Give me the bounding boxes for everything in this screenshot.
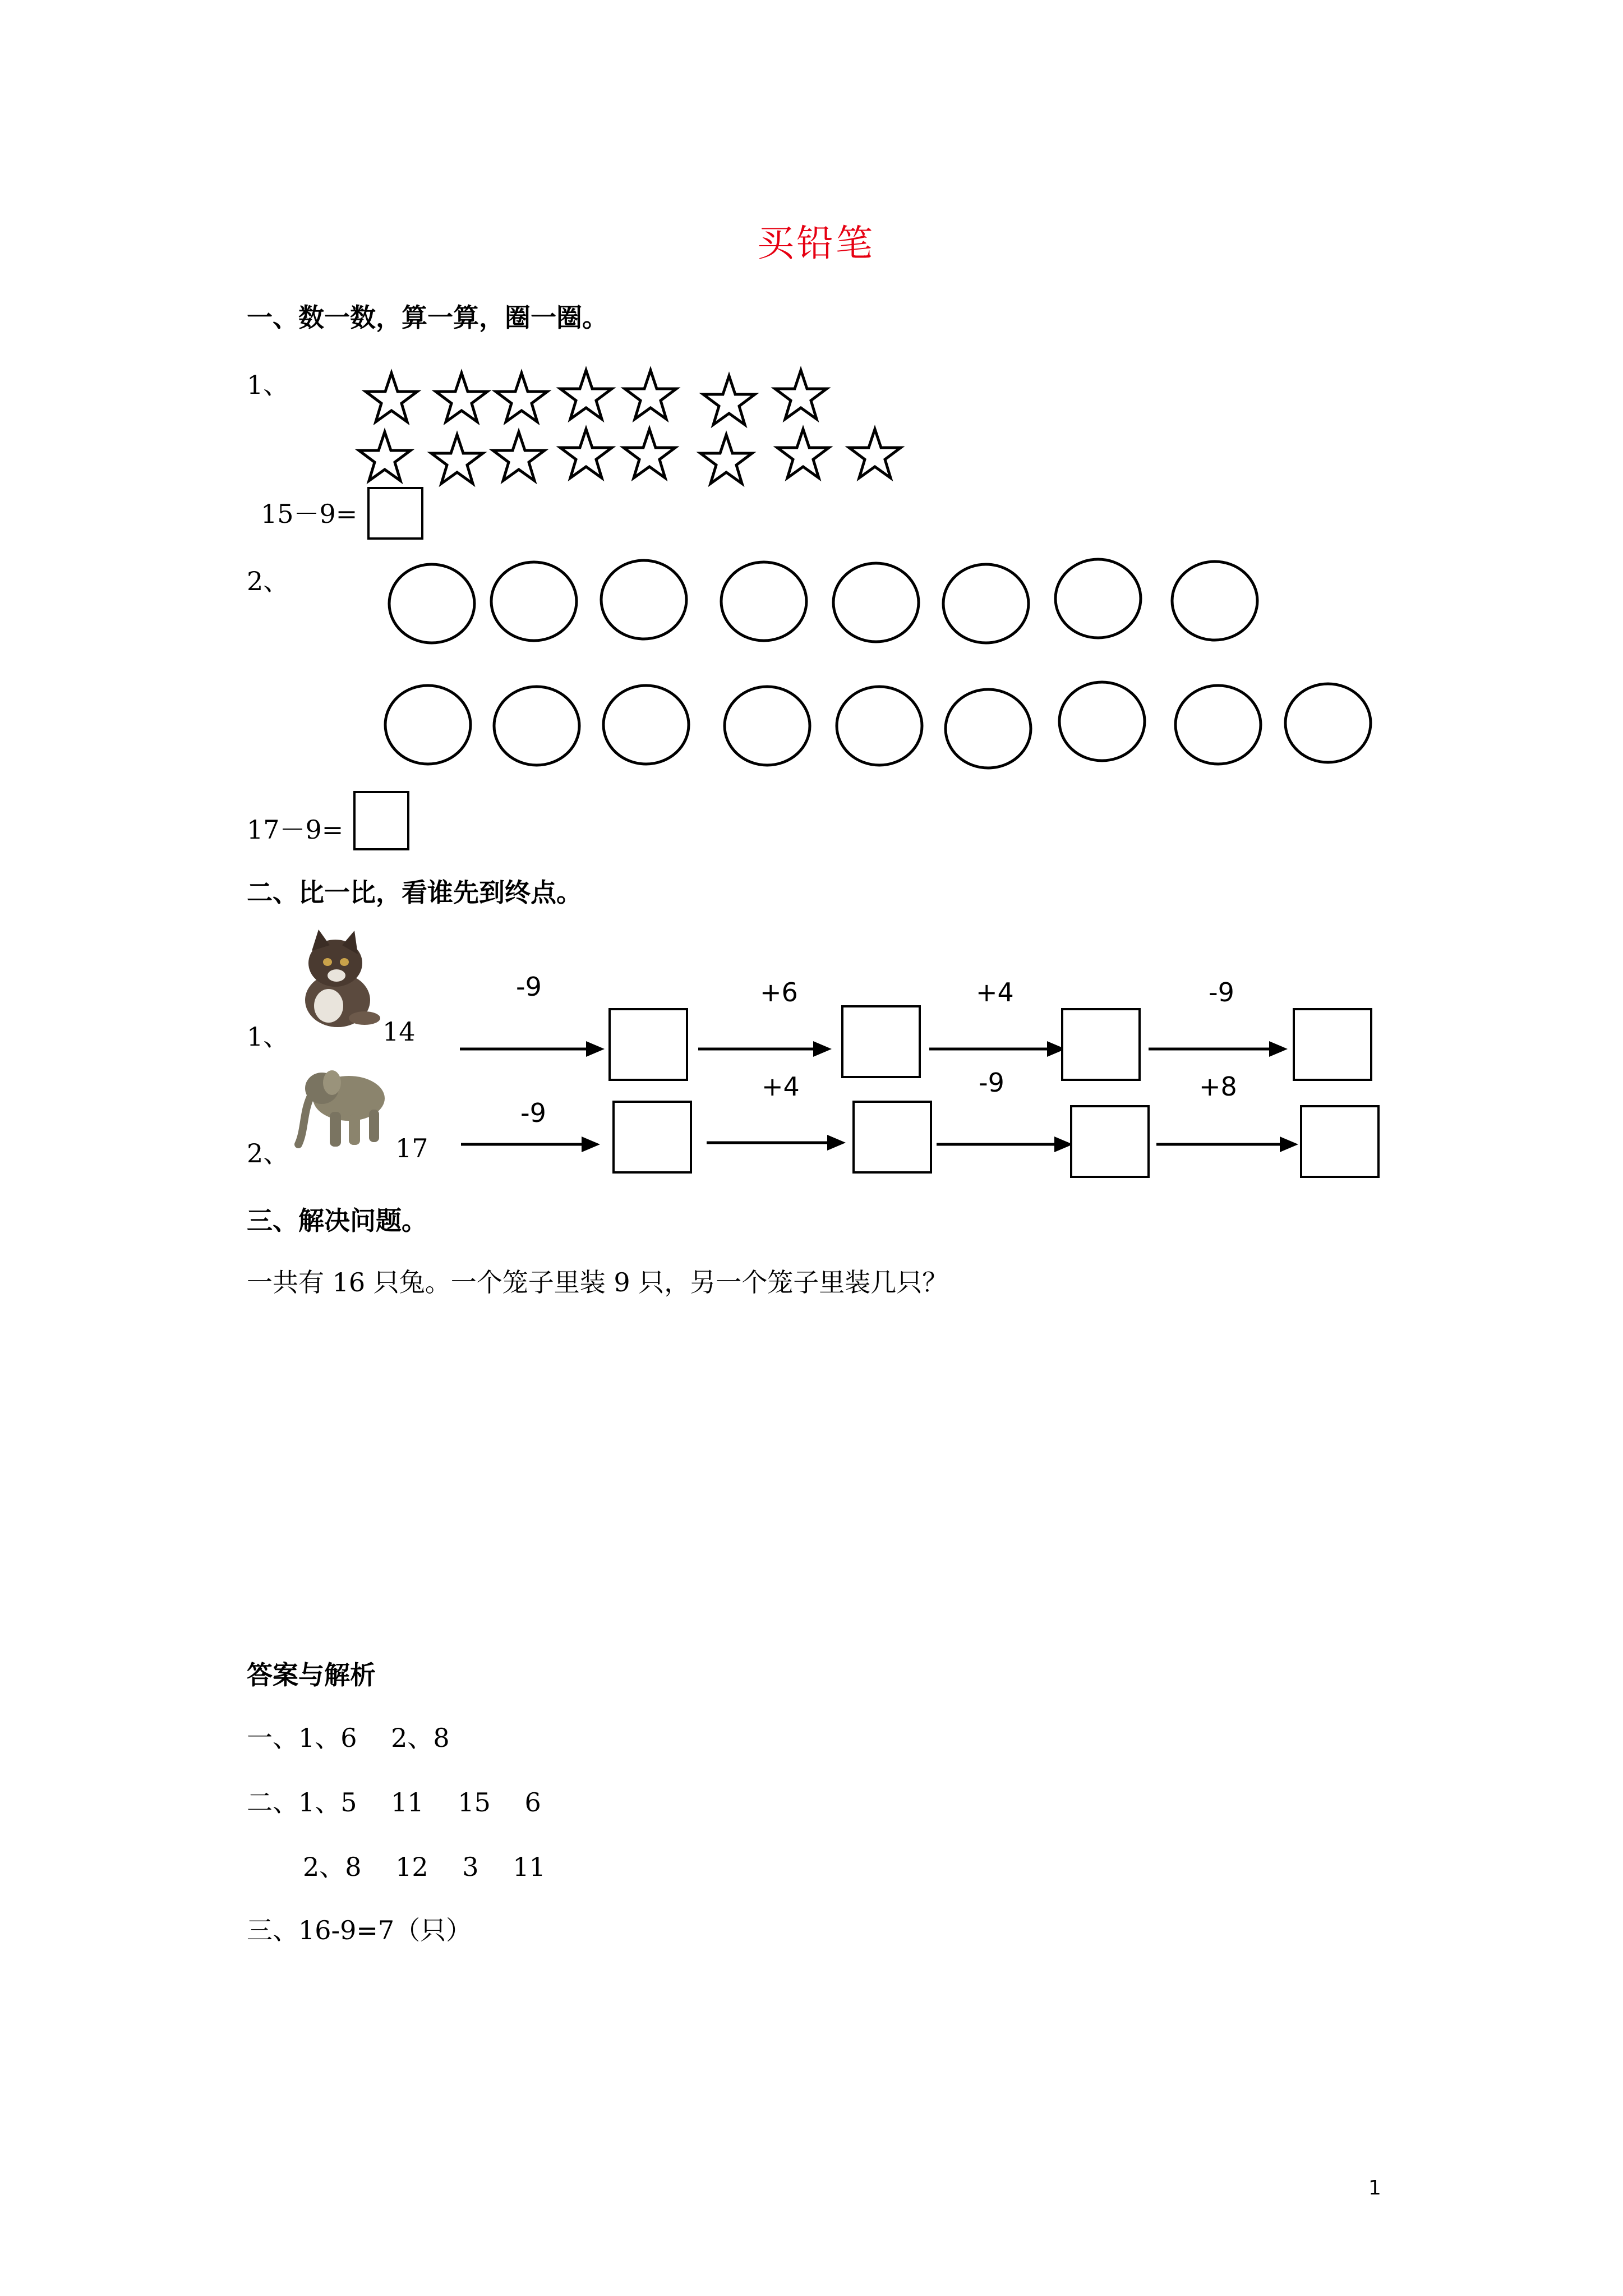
race1-label: 1、: [247, 1022, 289, 1052]
circle-outline-icon: [383, 683, 473, 766]
race1-start-number: 14: [382, 1016, 416, 1047]
q1-label: 1、: [247, 370, 289, 400]
star-outline-icon: [357, 429, 413, 485]
word-problem: 一共有 16 只兔。一个笼子里装 9 只，另一个笼子里装几只？: [247, 1267, 948, 1297]
circle-outline-icon: [941, 562, 1031, 645]
answer-line-2: 二、1、5 11 15 6: [247, 1787, 541, 1818]
star-outline-icon: [363, 370, 419, 426]
circle-outline-icon: [1170, 559, 1260, 642]
q2-answer-box[interactable]: [353, 791, 409, 850]
race2-box-1[interactable]: [612, 1101, 692, 1174]
star-outline-icon: [775, 426, 831, 482]
star-outline-icon: [429, 432, 485, 488]
section2-heading: 二、比一比，看谁先到终点。: [247, 877, 582, 908]
circle-outline-icon: [1283, 682, 1373, 765]
arrow-right-icon: [929, 1038, 1067, 1060]
arrow-right-icon: [460, 1038, 606, 1060]
arrow-right-icon: [1149, 1038, 1289, 1060]
arrow-right-icon: [707, 1131, 847, 1154]
race2-op-3: -9: [979, 1068, 1004, 1098]
star-outline-icon: [558, 426, 614, 482]
q1-equation: 15－9=: [261, 499, 358, 529]
circle-outline-icon: [834, 684, 924, 767]
race2-op-2: +4: [762, 1071, 800, 1102]
arrow-right-icon: [461, 1133, 601, 1156]
star-outline-icon: [623, 367, 679, 424]
star-outline-icon: [434, 370, 490, 426]
cat-icon: [292, 928, 384, 1032]
answer-line-3: 2、8 12 3 11: [303, 1852, 546, 1882]
circle-outline-icon: [943, 687, 1033, 770]
circle-outline-icon: [599, 558, 689, 641]
circle-outline-icon: [492, 684, 582, 767]
race2-box-4[interactable]: [1300, 1105, 1380, 1178]
page-number: 1: [1368, 2177, 1381, 2200]
star-outline-icon: [773, 367, 829, 424]
arrow-right-icon: [1156, 1133, 1299, 1156]
circle-outline-icon: [722, 684, 812, 767]
answer-line-1: 一、1、6 2、8: [247, 1723, 450, 1753]
circle-outline-icon: [1053, 557, 1143, 640]
answer-area[interactable]: [247, 1313, 1380, 1604]
star-outline-icon: [701, 373, 757, 429]
race1-box-3[interactable]: [1061, 1008, 1141, 1081]
q2-label: 2、: [247, 566, 289, 596]
race1-box-4[interactable]: [1293, 1008, 1372, 1081]
star-outline-icon: [494, 370, 550, 426]
race2-box-2[interactable]: [852, 1101, 932, 1174]
circle-outline-icon: [719, 560, 809, 643]
section1-heading: 一、数一数，算一算，圈一圈。: [247, 302, 608, 333]
race2-op-4: +8: [1199, 1071, 1237, 1102]
circle-outline-icon: [387, 562, 477, 645]
star-outline-icon: [698, 432, 754, 488]
race1-op-1: -9: [516, 972, 542, 1002]
answer-line-4: 三、16-9=7（只）: [247, 1915, 472, 1945]
elephant-icon: [293, 1060, 394, 1153]
page-title: 买铅笔: [757, 222, 875, 265]
race2-label: 2、: [247, 1138, 289, 1168]
q1-answer-box[interactable]: [367, 487, 423, 540]
section3-heading: 三、解决问题。: [247, 1205, 427, 1236]
race2-start-number: 17: [395, 1133, 428, 1163]
q2-equation: 17－9=: [247, 815, 344, 845]
race2-op-1: -9: [520, 1098, 546, 1128]
arrow-right-icon: [698, 1038, 833, 1060]
race1-op-3: +4: [976, 977, 1014, 1007]
answers-heading: 答案与解析: [247, 1660, 376, 1690]
star-outline-icon: [558, 367, 614, 424]
race1-box-2[interactable]: [841, 1005, 921, 1078]
circle-outline-icon: [1173, 683, 1263, 766]
star-outline-icon: [491, 429, 547, 485]
arrow-right-icon: [937, 1133, 1074, 1156]
race1-box-1[interactable]: [608, 1008, 688, 1081]
circle-outline-icon: [489, 560, 579, 643]
race1-op-4: -9: [1209, 977, 1234, 1007]
star-outline-icon: [621, 426, 677, 482]
circle-outline-icon: [831, 561, 921, 644]
circle-outline-icon: [1057, 680, 1147, 763]
race2-box-3[interactable]: [1070, 1105, 1150, 1178]
race1-op-2: +6: [760, 977, 798, 1007]
star-outline-icon: [847, 426, 903, 482]
circle-outline-icon: [601, 683, 691, 766]
